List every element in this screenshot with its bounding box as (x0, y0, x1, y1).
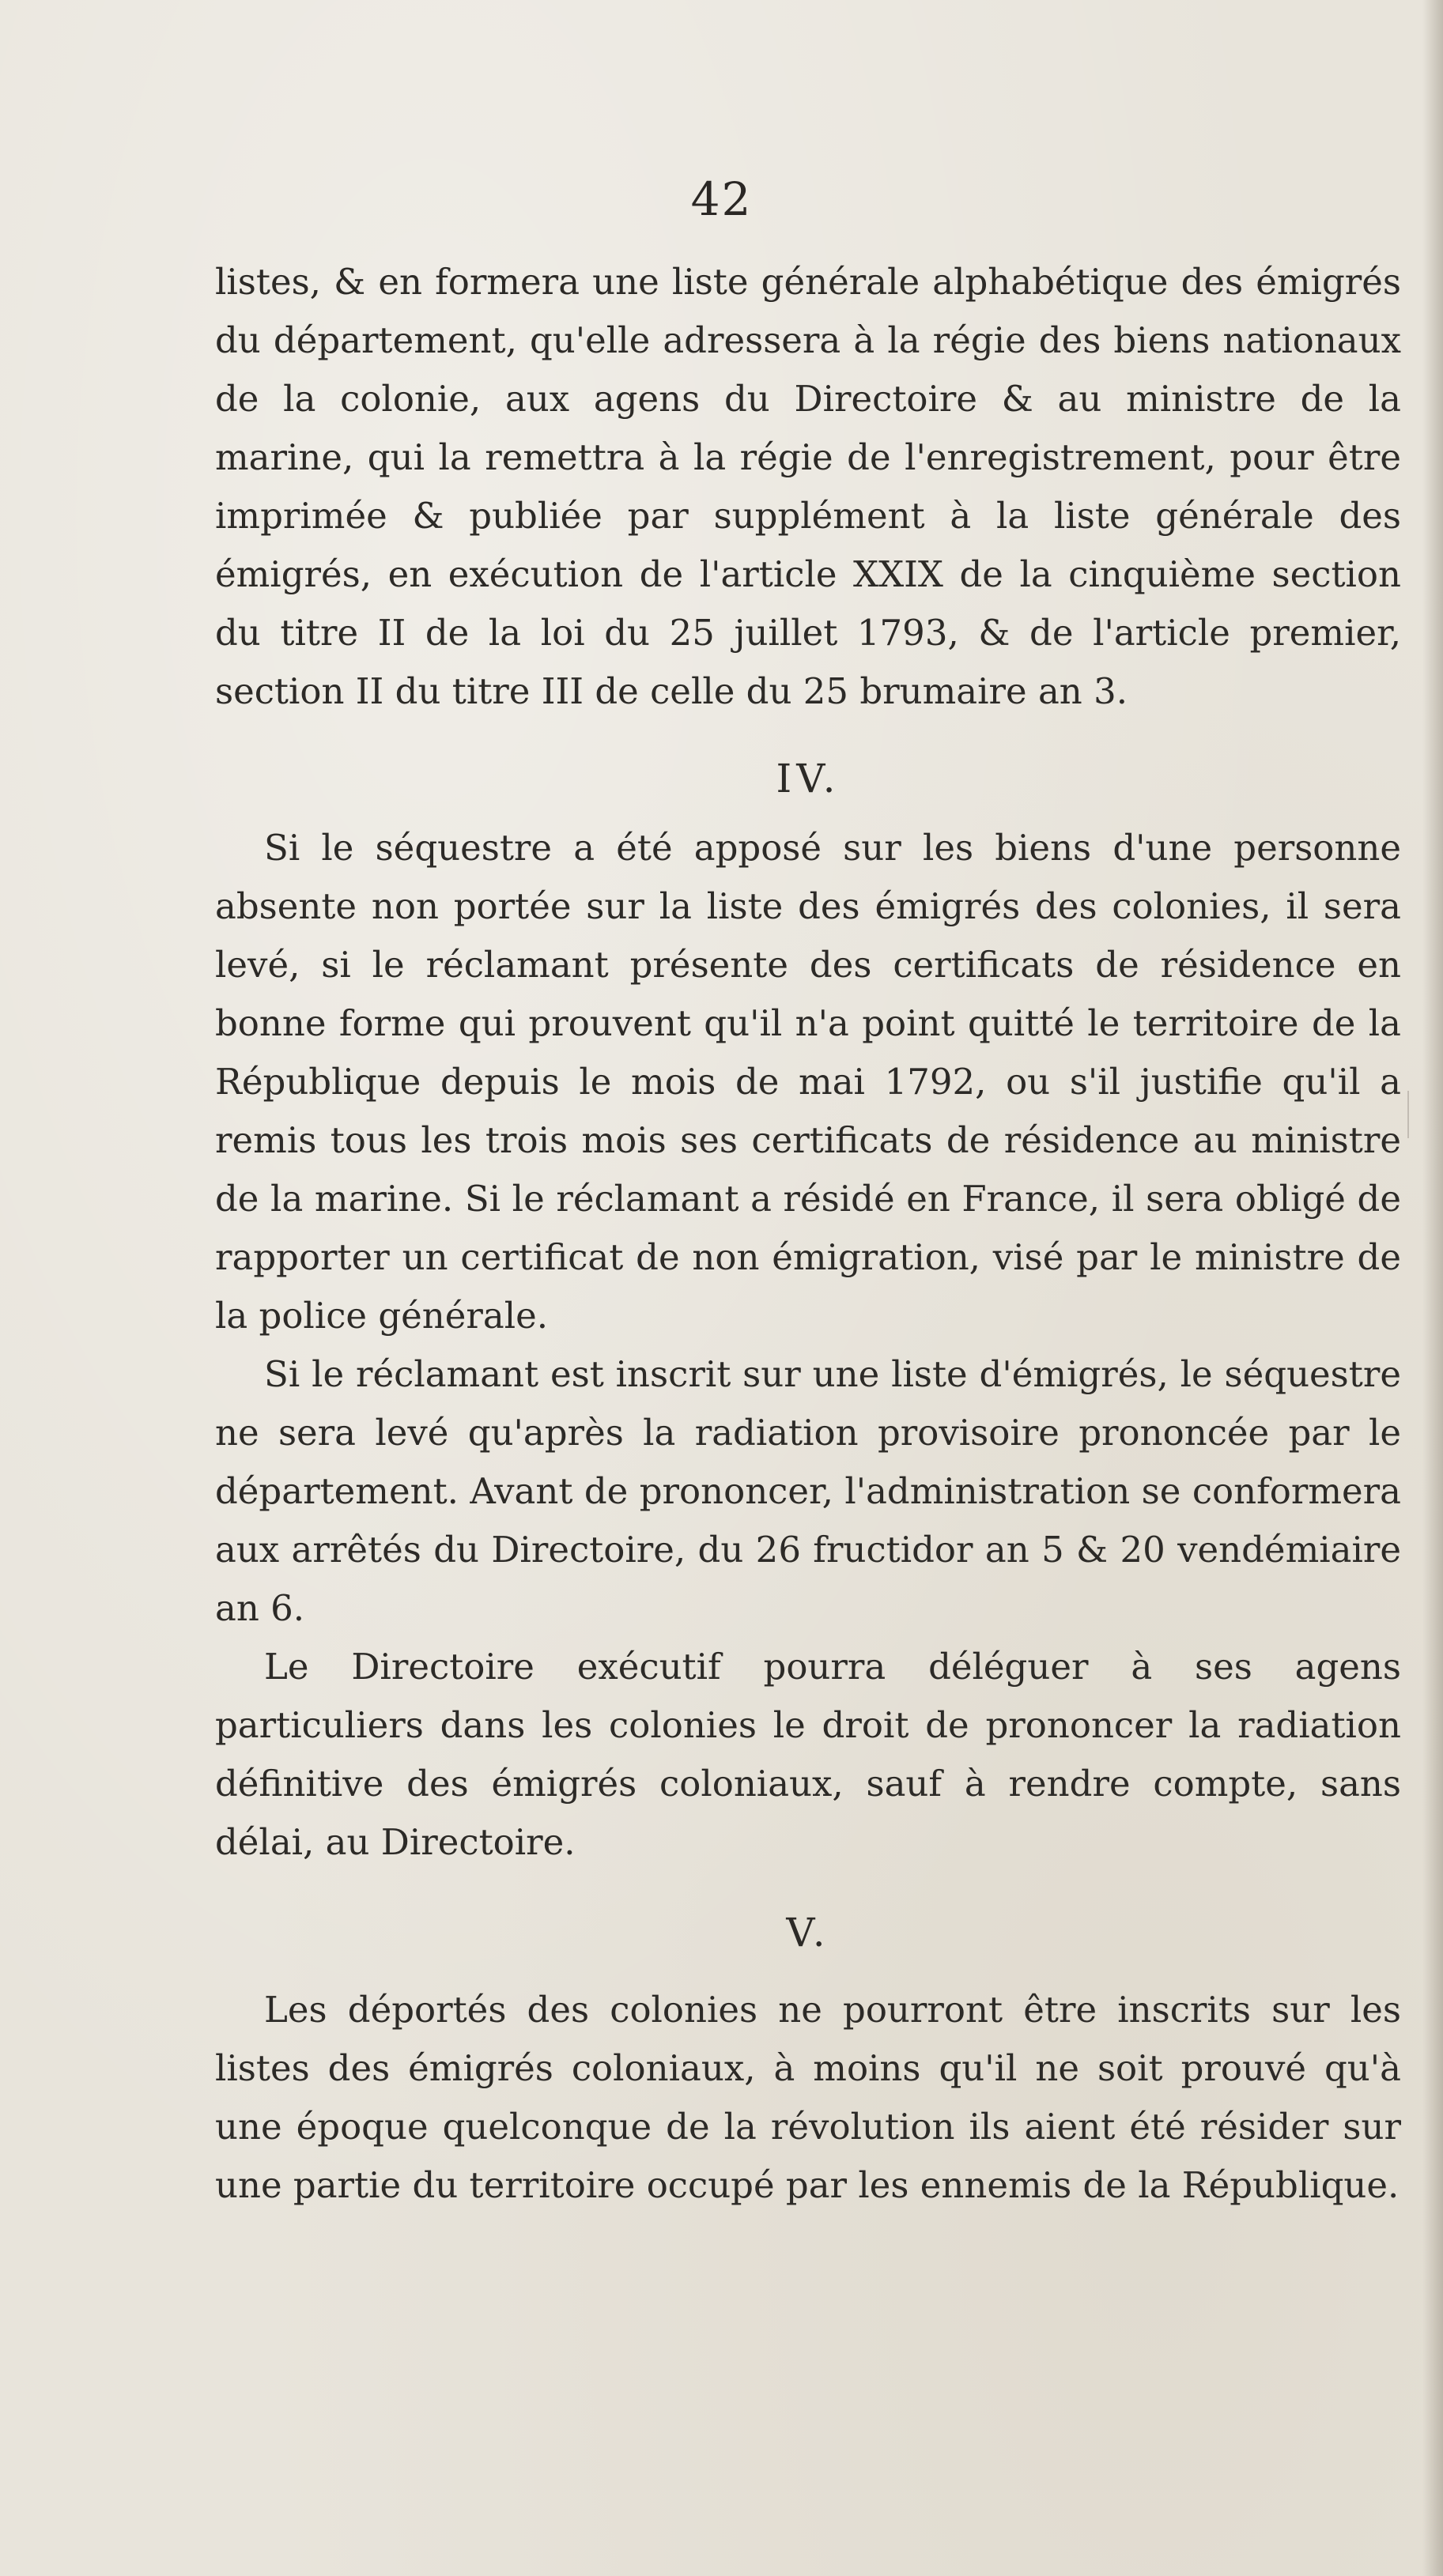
paragraph-intro: listes, & en formera une liste générale alphabétique des émigrés du département, qu'elle adressera à la régie des biens nationaux de la colonie, aux agens du Directoire & au ministre de la marine, qui la remettra à la régie de l'enregistrement, pour être imprimée & publiée par supplément à la liste générale des émigrés, en exécution de l'article XXIX de la cinquième section du titre II de la loi du 25 juillet 1793, & de l'article premier, section II du titre III de celle du 25 brumaire an 3. (215, 261, 1401, 712)
section-heading-v: V. (786, 1910, 830, 1956)
paragraph-v-1: Les déportés des colonies ne pourront être inscrits sur les listes des émigrés coloniaux, à moins qu'il ne soit prouvé qu'à une époque quelconque de la révolution ils aient été résider sur une partie du territoire occupé par les ennemis de la République. (215, 1989, 1401, 2206)
paragraph-iv-1: Si le séquestre a été apposé sur les biens d'une personne absente non portée sur la liste des émigrés des colonies, il sera levé, si le réclamant présente des certificats de résidence en bonne forme qui prouvent qu'il n'a point quitté le territoire de la République depuis le mois de mai 1792, ou s'il justifie qu'il a remis tous les trois mois ses certificats de résidence au ministre de la marine. Si le réclamant a résidé en France, il sera obligé de rapporter un certificat de non émigration, visé par le ministre de la police générale. (215, 827, 1401, 1337)
paragraph-iv-2: Si le réclamant est inscrit sur une liste d'émigrés, le séquestre ne sera levé qu'après la radiation provisoire prononcée par le département. Avant de prononcer, l'administration se conformera aux arrêtés du Directoire, du 26 fructidor an 5 & 20 vendémiaire an 6. (215, 1353, 1401, 1629)
body-text (215, 253, 1401, 2215)
paragraph-iv-3: Le Directoire exécutif pourra déléguer à ses agens particuliers dans les colonies le droit de prononcer la radiation définitive des émigrés coloniaux, sauf à rendre compte, sans délai, au Directoire. (215, 1646, 1401, 1863)
page-edge-shadow (1422, 0, 1443, 2576)
page-number: 42 (690, 172, 753, 226)
paper-mark (1407, 1091, 1409, 1138)
section-heading-iv: IV. (776, 756, 840, 801)
